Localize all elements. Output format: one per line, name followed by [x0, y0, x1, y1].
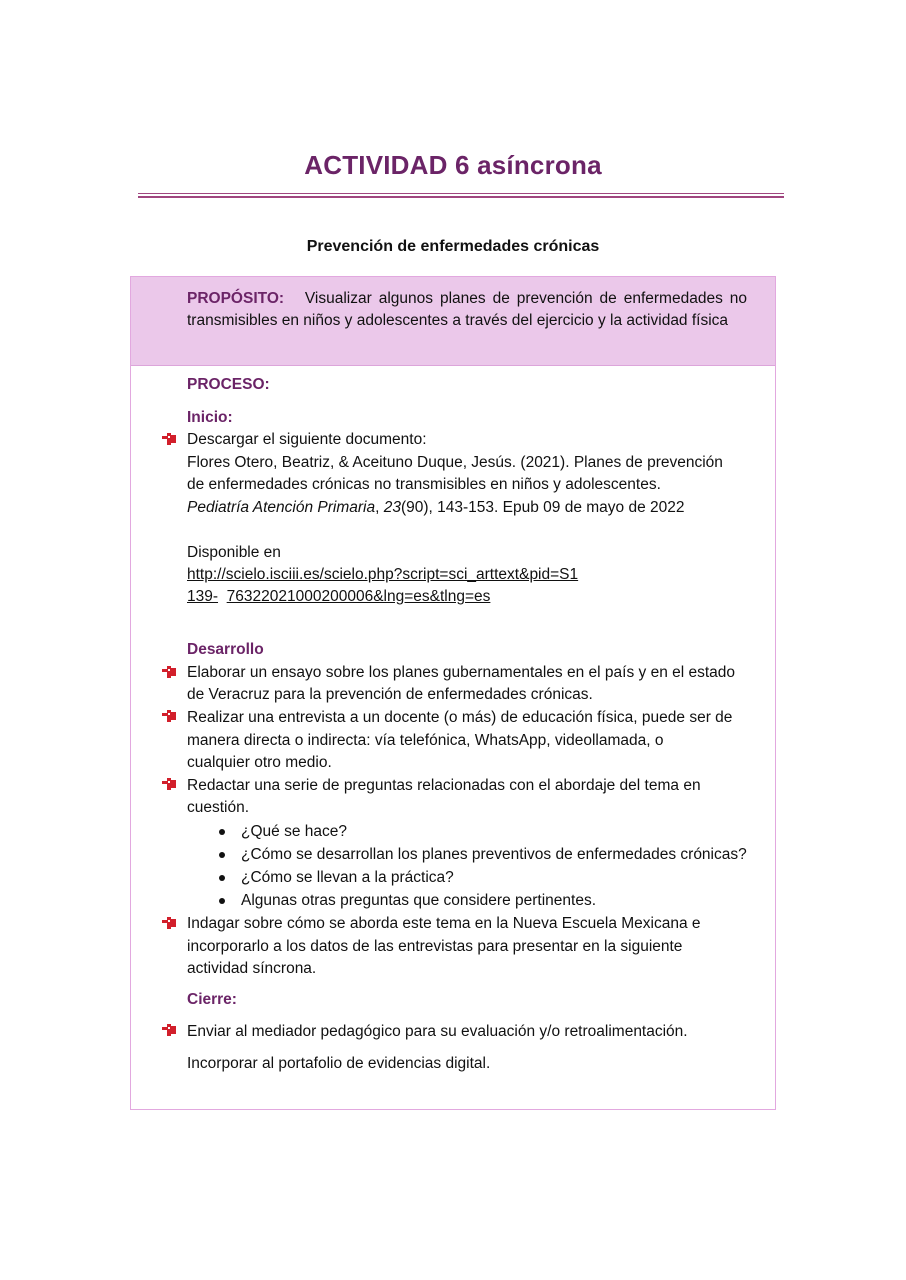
red-hand-pointer-icon — [161, 1023, 177, 1037]
desarrollo-heading: Desarrollo — [187, 641, 264, 658]
title-rule-thick — [138, 196, 784, 198]
reference-separator: , — [375, 499, 384, 516]
desarrollo-item-2-line-3: cualquier otro medio. — [187, 754, 332, 771]
purpose-paragraph — [187, 288, 747, 332]
document-title: ACTIVIDAD 6 asíncrona — [304, 150, 602, 180]
red-hand-pointer-icon — [161, 709, 177, 723]
document-link-line-2[interactable] — [187, 586, 490, 609]
desarrollo-item-2-line-1: Realizar una entrevista a un docente (o más) de educación física, puede ser de — [187, 709, 733, 726]
desarrollo-item-2-line-2: manera directa o indirecta: vía telefónica, WhatsApp, videollamada, o — [187, 732, 664, 749]
red-hand-pointer-icon — [161, 777, 177, 791]
desarrollo-item-1-line-1: Elaborar un ensayo sobre los planes gubernamentales en el país y en el estado — [187, 664, 736, 681]
question-item: ¿Qué se hace? — [219, 820, 747, 843]
document-link-part-b[interactable]: 76322021000200006&lng=es&tlng=es — [226, 588, 491, 605]
cierre-item-2: Incorporar al portafolio de evidencias digital. — [187, 1055, 491, 1072]
document-subtitle: Prevención de enfermedades crónicas — [306, 238, 600, 255]
document-link-part-a[interactable]: 139- — [187, 588, 219, 605]
desarrollo-item-4-line-3: actividad síncrona. — [187, 960, 317, 977]
purpose-section — [131, 277, 775, 366]
desarrollo-item-3-line-2: cuestión. — [187, 799, 250, 816]
question-item: ¿Cómo se desarrollan los planes preventivos de enfermedades crónicas? — [219, 843, 747, 866]
red-hand-pointer-icon — [161, 665, 177, 679]
title-rule-thin — [138, 193, 784, 194]
purpose-label: PROPÓSITO: — [187, 290, 285, 307]
red-hand-pointer-icon — [161, 916, 177, 930]
purpose-text: Visualizar algunos planes de prevención de enfermedades no transmisibles en niños y adolescentes a través del ejercicio y la actividad física — [187, 290, 747, 329]
desarrollo-item-3-line-1: Redactar una serie de preguntas relacionadas con el abordaje del tema en — [187, 777, 701, 794]
document-link-line-1[interactable]: http://scielo.isciii.es/scielo.php?script=sci_arttext&pid=S1 — [187, 566, 579, 583]
reference-volume: 23 — [383, 499, 401, 516]
reference-journal: Pediatría Atención Primaria — [187, 499, 376, 516]
desarrollo-item-1-line-2: de Veracruz para la prevención de enfermedades crónicas. — [187, 686, 593, 703]
reference-issue: (90), 143-153. Epub 09 de mayo de 2022 — [400, 499, 685, 516]
questions-list — [219, 820, 747, 912]
reference-line-2: de enfermedades crónicas no transmisibles en niños y adolescentes. — [187, 476, 661, 493]
reference-line-1: Flores Otero, Beatriz, & Aceituno Duque, Jesús. (2021). Planes de prevención — [187, 454, 723, 471]
question-item: ¿Cómo se llevan a la práctica? — [219, 866, 747, 889]
cierre-heading: Cierre: — [187, 991, 237, 1008]
question-item: Algunas otras preguntas que considere pertinentes. — [219, 889, 747, 912]
desarrollo-item-4-line-1: Indagar sobre cómo se aborda este tema en la Nueva Escuela Mexicana e — [187, 915, 701, 932]
desarrollo-item-4-line-2: incorporarlo a los datos de las entrevistas para presentar en la siguiente — [187, 938, 683, 955]
available-label: Disponible en — [187, 544, 281, 561]
red-hand-pointer-icon — [161, 432, 177, 446]
process-label: PROCESO: — [187, 376, 270, 393]
inicio-heading: Inicio: — [187, 409, 233, 426]
cierre-item-1: Enviar al mediador pedagógico para su evaluación y/o retroalimentación. — [187, 1023, 688, 1040]
reference-line-3 — [187, 497, 685, 520]
activity-table — [130, 276, 776, 1110]
inicio-download-text: Descargar el siguiente documento: — [187, 431, 427, 448]
